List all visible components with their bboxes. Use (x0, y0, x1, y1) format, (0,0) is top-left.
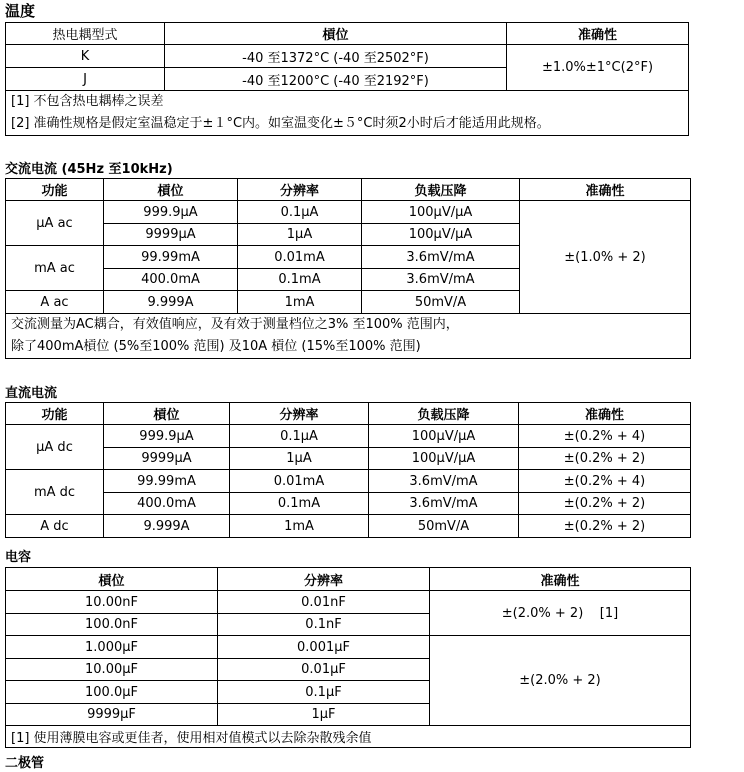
burden-cell: 3.6mV/mA (362, 246, 520, 269)
function-cell: mA dc (6, 470, 104, 515)
resolution-cell: 0.1mA (230, 493, 369, 515)
ac-current-table (5, 178, 691, 359)
temperature-section-title: 温度 (5, 2, 36, 20)
resolution-cell: 1μA (230, 448, 369, 470)
function-cell: μA ac (6, 201, 104, 246)
range-cell: 1.000μF (6, 636, 218, 659)
header-function: 功能 (6, 403, 104, 425)
temperature-accuracy: ±1.0%±1°C(2°F) (507, 45, 689, 91)
range-cell: 99.99mA (104, 246, 238, 269)
resolution-cell: 1μF (218, 704, 430, 726)
ac-current-notes (6, 314, 691, 359)
temperature-range: -40 至1372°C (-40 至2502°F) (165, 45, 507, 68)
resolution-cell: 0.1μA (230, 425, 369, 448)
header-resolution: 分辨率 (230, 403, 369, 425)
range-cell: 99.99mA (104, 470, 230, 493)
header-accuracy: 准确性 (507, 23, 689, 45)
header-function: 功能 (6, 179, 104, 201)
header-range: 槓位 (165, 23, 507, 45)
resolution-cell: 1mA (230, 515, 369, 538)
temperature-notes (6, 91, 689, 136)
burden-cell: 50mV/A (369, 515, 519, 538)
temperature-range: -40 至1200°C (-40 至2192°F) (165, 68, 507, 91)
resolution-cell: 0.1μF (218, 681, 430, 704)
range-cell: 100.0nF (6, 614, 218, 636)
header-resolution: 分辨率 (238, 179, 362, 201)
note-line: [2] 准确性规格是假定室温稳定于±１°C内。如室温变化±５°C时须2小时后才能适用此规格。 (11, 116, 550, 131)
header-resolution: 分辨率 (218, 568, 430, 591)
resolution-cell: 0.01nF (218, 591, 430, 614)
burden-cell: 3.6mV/mA (362, 269, 520, 291)
capacitance-section-title: 电容 (5, 550, 32, 565)
ac-accuracy: ±(1.0% + 2) (520, 201, 691, 314)
burden-cell: 100μV/μA (369, 448, 519, 470)
resolution-cell: 0.001μF (218, 636, 430, 659)
header-accuracy: 准确性 (519, 403, 691, 425)
resolution-cell: 1mA (238, 291, 362, 314)
resolution-cell: 0.1mA (238, 269, 362, 291)
range-cell: 10.00μF (6, 659, 218, 681)
function-cell: μA dc (6, 425, 104, 470)
accuracy-cell: ±(0.2% + 2) (519, 448, 691, 470)
range-cell: 9.999A (104, 291, 238, 314)
accuracy-cell: ±(0.2% + 2) (519, 493, 691, 515)
range-cell: 999.9μA (104, 201, 238, 224)
range-cell: 9999μA (104, 224, 238, 246)
capacitance-accuracy-small: ±(2.0% + 2) [1] (430, 591, 691, 636)
burden-cell: 100μV/μA (362, 201, 520, 224)
capacitance-accuracy-large: ±(2.0% + 2) (430, 636, 691, 726)
thermocouple-type: J (6, 68, 165, 91)
resolution-cell: 0.01mA (238, 246, 362, 269)
function-cell: A ac (6, 291, 104, 314)
burden-cell: 3.6mV/mA (369, 493, 519, 515)
header-thermocouple-type: 热电耦型式 (6, 23, 165, 45)
header-range: 槓位 (104, 179, 238, 201)
range-cell: 10.00nF (6, 591, 218, 614)
capacitance-table (5, 567, 691, 748)
note-line: [1] 不包含热电耦棒之误差 (11, 94, 164, 109)
resolution-cell: 0.1μA (238, 201, 362, 224)
burden-cell: 50mV/A (362, 291, 520, 314)
range-cell: 100.0μF (6, 681, 218, 704)
range-cell: 400.0mA (104, 493, 230, 515)
range-cell: 400.0mA (104, 269, 238, 291)
resolution-cell: 0.1nF (218, 614, 430, 636)
header-accuracy: 准确性 (430, 568, 691, 591)
thermocouple-type: K (6, 45, 165, 68)
header-burden-voltage: 负载压降 (369, 403, 519, 425)
function-cell: mA ac (6, 246, 104, 291)
capacitance-note: [1] 使用薄膜电容或更佳者，使用相对值模式以去除杂散残余值 (6, 726, 691, 748)
note-line: 交流测量为AC耦合，有效值响应，及有效于测量档位之3% 至100% 范围内， (11, 317, 459, 332)
dc-current-section-title: 直流电流 (5, 386, 58, 401)
note-line: 除了400mA槓位 (5%至100% 范围) 及10A 槓位 (15%至100% 范围) (11, 339, 421, 354)
resolution-cell: 0.01mA (230, 470, 369, 493)
accuracy-cell: ±(0.2% + 2) (519, 515, 691, 538)
range-cell: 9999μF (6, 704, 218, 726)
range-cell: 9999μA (104, 448, 230, 470)
dc-current-table (5, 402, 691, 538)
burden-cell: 3.6mV/mA (369, 470, 519, 493)
resolution-cell: 0.01μF (218, 659, 430, 681)
burden-cell: 100μV/μA (369, 425, 519, 448)
header-range: 槓位 (104, 403, 230, 425)
resolution-cell: 1μA (238, 224, 362, 246)
header-range: 槓位 (6, 568, 218, 591)
temperature-table (5, 22, 689, 136)
range-cell: 999.9μA (104, 425, 230, 448)
burden-cell: 100μV/μA (362, 224, 520, 246)
header-burden-voltage: 负载压降 (362, 179, 520, 201)
accuracy-cell: ±(0.2% + 4) (519, 425, 691, 448)
header-accuracy: 准确性 (520, 179, 691, 201)
range-cell: 9.999A (104, 515, 230, 538)
function-cell: A dc (6, 515, 104, 538)
ac-current-section-title: 交流电流 (45Hz 至10kHz) (5, 162, 173, 177)
accuracy-cell: ±(0.2% + 4) (519, 470, 691, 493)
diode-section-title: 二极管 (5, 756, 45, 771)
